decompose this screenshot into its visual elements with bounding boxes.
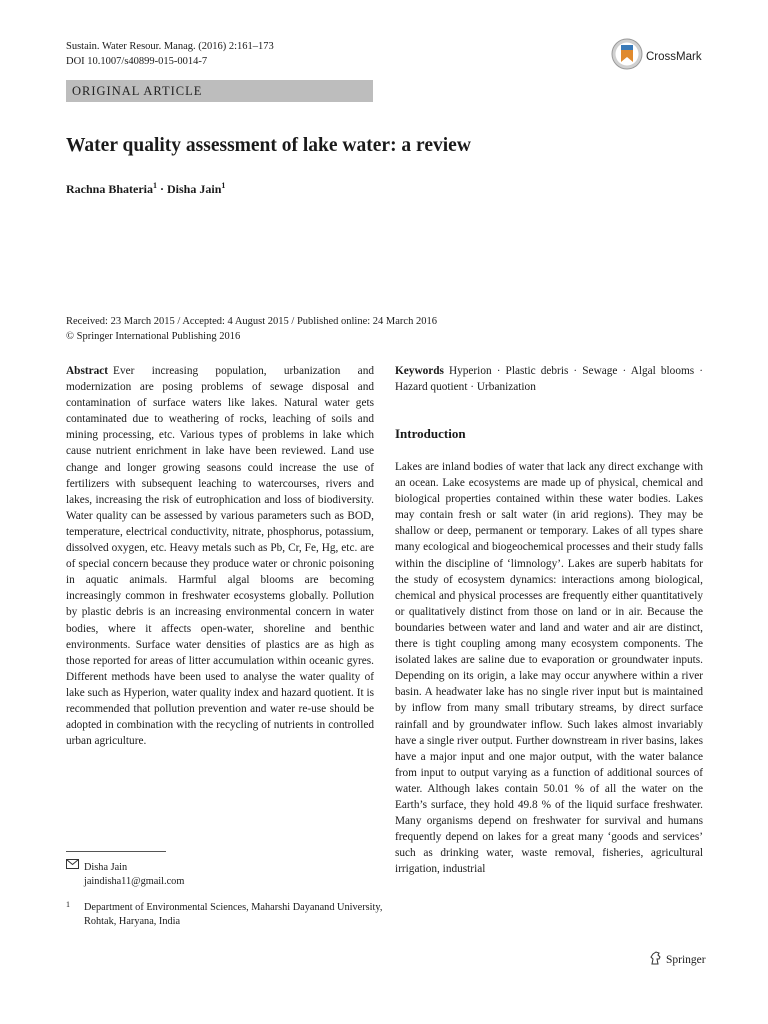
history-dates: Received: 23 March 2015 / Accepted: 4 August 2015 / Published online: 24 March 2016 xyxy=(66,316,437,327)
author-name[interactable]: Rachna Bhateria xyxy=(66,182,153,196)
affiliation-number: 1 xyxy=(66,900,70,909)
abstract-text: Ever increasing population, urbanization and modernization are posing problems of sewage disposal and contamination of surface waters like lakes. Natural water gets contaminated due to weathering of rocks, leaching of soils and mining processing, etc. Various types of problems in lake which cause nutrient enrichment in lake have been reviewed. Land use change and longer growing seasons could increase the use of fertilizers with subsequent leaching to watercourses, rivers and lakes, increasing the risk of eutrophication and loss of biodiversity. Water quality can be assessed by various parameters such as BOD, temperature, electrical conductivity, nitrate, phosphorus, potassium, dissolved oxygen, etc. Heavy metals such as Pb, Cr, Fe, Hg, etc. are of special concern because they produce water or chronic poisoning in aquatic animals. Harmful algal blooms are becoming increasingly common in freshwater ecosystems globally. Pollution by plastic debris is an increasing environmental concern in water bodies, where it affects open-water, shoreline and benthic environments. Surface water densities of plastics are as high as those reported for areas of litter accumulation within oceanic gyres. Different methods have been used to analyse the water quality of lake such as Hyperion, water quality index and hazard quotient. It is recommended that pollution prevention and water re-use should be adopted in combination with the recycling of nutrients in controlled urban agriculture. xyxy=(66,365,374,748)
crossmark-logo-icon xyxy=(611,38,643,75)
footnote-divider xyxy=(66,851,166,852)
journal-citation: Sustain. Water Resour. Manag. (2016) 2:161–173 xyxy=(66,41,274,52)
corresponding-author-email[interactable]: jaindisha11@gmail.com xyxy=(84,876,185,887)
abstract-label: Abstract xyxy=(66,365,109,377)
envelope-icon xyxy=(66,859,79,874)
copyright: © Springer International Publishing 2016 xyxy=(66,331,241,342)
affiliation: Department of Environmental Sciences, Maharshi Dayanand University, Rohtak, Haryana, India xyxy=(84,902,383,927)
publisher-name: Springer xyxy=(666,953,706,966)
author-affiliation-mark: 1 xyxy=(221,181,226,190)
doi: DOI 10.1007/s40899-015-0014-7 xyxy=(66,56,208,67)
article-type-banner: ORIGINAL ARTICLE xyxy=(66,80,373,102)
publication-dates xyxy=(66,314,506,344)
keywords-text: Hyperion · Plastic debris · Sewage · Algal blooms · Hazard quotient · Urbanization xyxy=(395,365,703,394)
introduction-paragraph: Lakes are inland bodies of water that lack any direct exchange with an ocean. Lake ecosystems are made up of physical, chemical and biological properties contained within these water bodies. Lakes may contain fresh or salt water (in arid regions). They may be shallow or deep, permanent or temporary. Lakes of all types share many ecological and biogeochemical processes and their study falls within the discipline of ‘limnology’. Lakes are superb habitats for the study of ecosystem dynamics: interactions among biological, chemical and physical processes are frequently either quantitatively or qualitatively distinct from those on land or in air. Because the boundaries between water and land and water and air are distinct, there is tight coupling among many ecosystem components. The isolated lakes are saline due to evaporation or groundwater inputs. Depending on its origin, a lake may occur anywhere within a river basin. A headwater lake has no single river input but is maintained by inflow from many small tributary streams, by direct surface rainfall and by groundwater inflow. Such lakes almost invariably have a single river output. Further downstream in river basins, lakes have a major input and one major output, with the water balance from input to output varying as a function of additional sources of water. Although lakes contain 50.01 % of all the water on the Earth’s surface, they hold 49.8 % of the liquid surface freshwater. Many organisms depend on freshwater for survival and humans frequently depend on lakes for a great many ‘goods and services’ such as drinking water, waste removal, fisheries, agricultural irrigation, industrial xyxy=(395,461,703,876)
springer-horse-icon xyxy=(649,951,663,968)
author-name[interactable]: Disha Jain xyxy=(167,182,222,196)
introduction-heading: Introduction xyxy=(395,426,466,441)
publisher-footer xyxy=(649,951,706,968)
corresponding-author-name: Disha Jain xyxy=(84,862,128,873)
author-affiliation-mark: 1 xyxy=(153,181,157,190)
author-list xyxy=(66,178,225,197)
crossmark-badge[interactable] xyxy=(611,38,702,75)
abstract xyxy=(66,363,374,749)
author-separator: · xyxy=(157,182,168,196)
introduction-body xyxy=(395,459,703,877)
keywords-label: Keywords xyxy=(395,365,444,377)
keywords xyxy=(395,363,703,395)
article-title: Water quality assessment of lake water: a review xyxy=(66,135,471,156)
crossmark-label: CrossMark xyxy=(646,50,702,63)
